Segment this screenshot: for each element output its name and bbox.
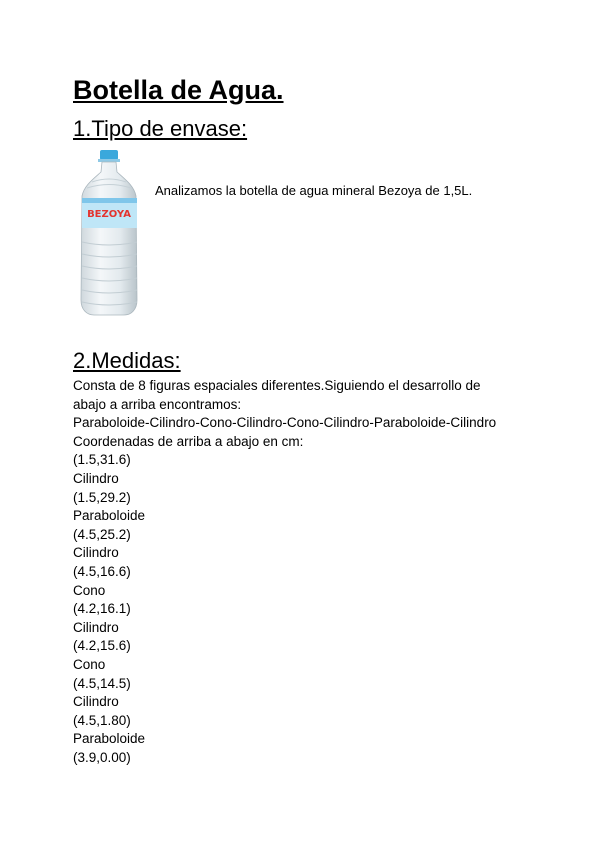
shape-line: Cono — [73, 582, 106, 598]
coordinate-line: (4.5,1.80) — [73, 712, 131, 728]
shape-line: Cilindro — [73, 694, 119, 710]
bottle-cap — [100, 150, 118, 160]
text-line: Consta de 8 figuras espaciales diferentes.Siguiendo el desarrollo de — [73, 378, 481, 393]
coordinate-line: (4.2,15.6) — [73, 638, 131, 654]
page-title: Botella de Agua. — [73, 75, 284, 105]
text-line: abajo a arriba encontramos: — [73, 396, 242, 412]
shape-line: Paraboloide — [73, 508, 146, 524]
text-line: Paraboloide-Cilindro-Cono-Cilindro-Cono-Cilindro-Paraboloide-Cilindro — [73, 415, 497, 431]
bottle-brand-text: BEZOYA — [87, 209, 131, 220]
coordinate-line: (4.5,25.2) — [73, 526, 131, 542]
text-line: Coordenadas de arriba a abajo en cm: — [73, 433, 304, 449]
coordinate-line: (1.5,31.6) — [73, 452, 131, 468]
shape-line: Paraboloide — [73, 731, 146, 747]
bottle-image — [76, 150, 142, 316]
measurements-text — [73, 377, 533, 767]
shape-line: Cono — [73, 656, 106, 672]
coordinate-line: (1.5,29.2) — [73, 489, 131, 505]
intro-text: Analizamos la botella de agua mineral Bezoya de 1,5L. — [155, 183, 473, 198]
coordinate-line: (4.5,14.5) — [73, 675, 131, 691]
section-heading-medidas: 2.Medidas: — [73, 348, 181, 373]
coordinate-line: (3.9,0.00) — [73, 749, 131, 765]
coordinate-line: (4.2,16.1) — [73, 601, 131, 617]
section-heading-tipo-envase: 1.Tipo de envase: — [73, 116, 248, 141]
shape-line: Cilindro — [73, 470, 119, 486]
shape-line: Cilindro — [73, 545, 119, 561]
coordinate-line: (4.5,16.6) — [73, 563, 131, 579]
shape-line: Cilindro — [73, 619, 119, 635]
